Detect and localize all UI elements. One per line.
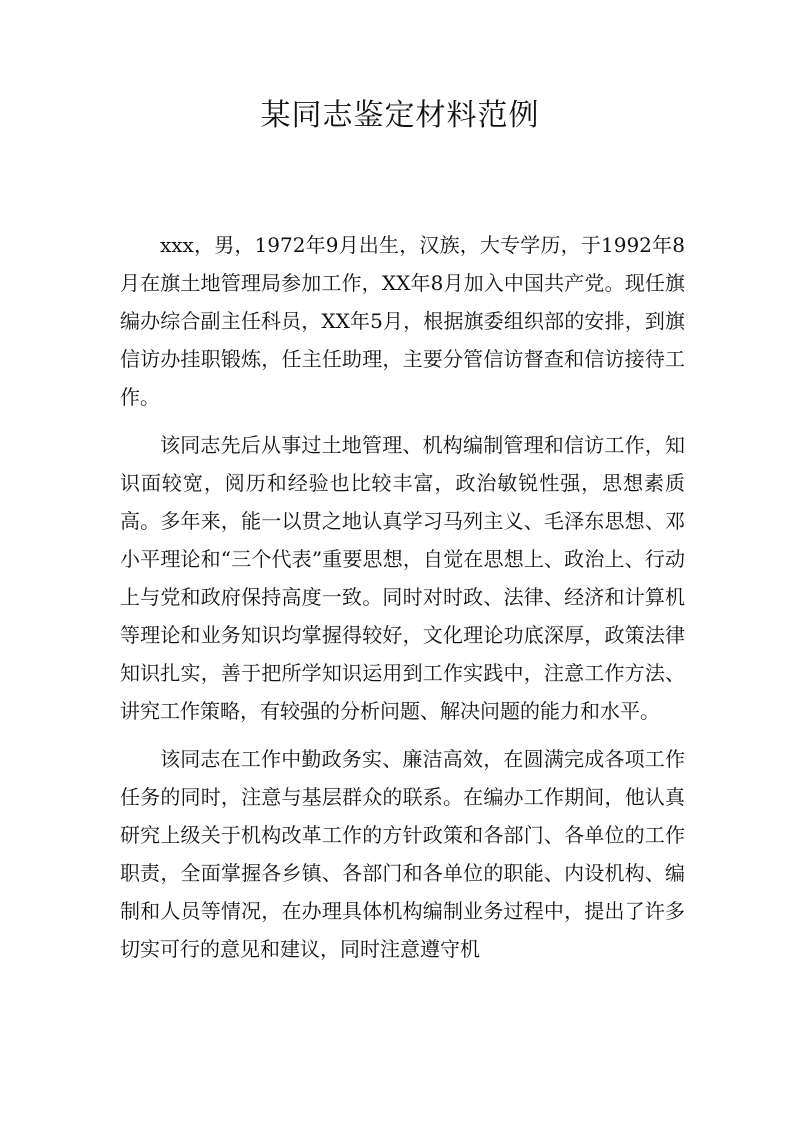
paragraph-2: 该同志先后从事过土地管理、机构编制管理和信访工作，知识面较宽，阅历和经验也比较丰富，政治敏锐性强，思想素质高。多年来，能一以贯之地认真学习马列主义、毛泽东思想、邓小平理论和“三个代表”重要思想，自觉在思想上、政治上、行动上与党和政府保持高度一致。同时对时政、法律、经济和计算机等理论和业务知识均掌握得较好，文化理论功底深厚，政策法律知识扎实，善于把所学知识运用到工作实践中，注意工作方法、讲究工作策略，有较强的分析问题、解决问题的能力和水平。	[120, 433, 685, 723]
paragraph-1: xxx，男，1972年9月出生，汉族，大专学历，于1992年8月在旗土地管理局参加工作，XX年8月加入中国共产党。现任旗编办综合副主任科员，XX年5月，根据旗委组织部的安排，到旗信访办挂职锻炼，任主任助理，主要分管信访督查和信访接待工作。	[120, 233, 685, 409]
document-title: 某同志鉴定材料范例	[260, 98, 540, 133]
paragraph-3: 该同志在工作中勤政务实、廉洁高效，在圆满完成各项工作任务的同时，注意与基层群众的联系。在编办工作期间，他认真研究上级关于机构改革工作的方针政策和各部门、各单位的工作职责，全面掌握各乡镇、各部门和各单位的职能、内设机构、编制和人员等情况，在办理具体机构编制业务过程中，提出了许多切实可行的意见和建议，同时注意遵守机	[120, 747, 685, 961]
document-body	[120, 226, 685, 968]
